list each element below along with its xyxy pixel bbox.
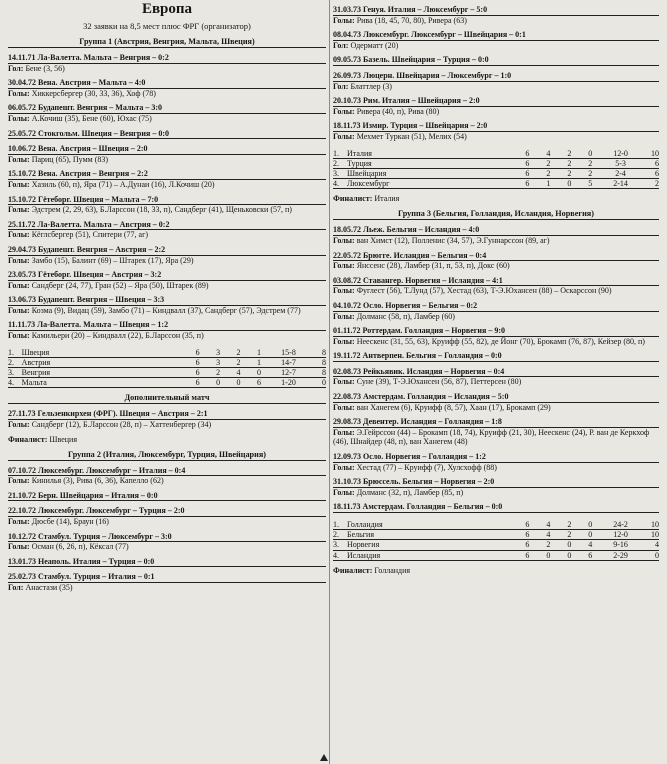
left-column <box>8 0 326 593</box>
standings-team: Бельгия <box>347 530 517 540</box>
standings-w: 1 <box>538 179 559 189</box>
standings-w: 0 <box>208 378 228 388</box>
match-scorers <box>8 542 326 552</box>
match-scorers <box>8 180 326 190</box>
standings-pl: 6 <box>517 540 538 550</box>
scorers-label: Голы: <box>8 476 30 486</box>
standings-pts: 6 <box>640 158 659 168</box>
scorers-label: Голы: <box>333 487 355 497</box>
group-title: Дополнительный матч <box>8 393 326 404</box>
match-scorers <box>8 420 326 430</box>
standings-gd: 12-0 <box>601 530 641 540</box>
standings-d: 4 <box>228 368 248 378</box>
standings-team: Люксембург <box>347 179 517 189</box>
match-header: 22.08.73 Амстердам. Голландия – Исландия – 5:0 <box>333 392 659 403</box>
match-entry <box>333 417 659 447</box>
match-header: 29.04.73 Будапешт. Венгрия – Австрия – 2:2 <box>8 245 326 256</box>
standings-pos: 1. <box>333 520 347 530</box>
match-header: 13.06.73 Будапешт. Венгрия – Швеция – 3:3 <box>8 295 326 306</box>
column-divider <box>329 0 330 764</box>
scorers-label: Голы: <box>333 336 355 346</box>
standings-w: 4 <box>538 520 559 530</box>
match-scorers <box>8 583 326 593</box>
scorers-text: Сандберг (12), Б.Ларссон (28, п) – Хаттенбергер (34) <box>31 420 212 430</box>
match-scorers <box>333 488 659 498</box>
match-scorers <box>333 132 659 142</box>
scorers-text: Янссенс (28), Ламбер (31, п, 53, п), Докс (60) <box>356 261 510 271</box>
scorers-label: Голы: <box>8 88 30 98</box>
standings-team: Венгрия <box>22 368 188 378</box>
match-header: 23.05.73 Гётеборг. Швеция – Австрия – 3:2 <box>8 270 326 281</box>
match-entry <box>333 55 659 66</box>
standings-pl: 6 <box>517 550 538 560</box>
standings-pts: 8 <box>308 357 326 367</box>
scorers-text: Хазиль (60, п), Яра (71) – А.Дунаи (16), Л.Кочиш (20) <box>31 179 215 189</box>
scorers-label: Голы: <box>8 179 30 189</box>
match-header: 21.10.72 Берн. Швейцария – Италия – 0:0 <box>8 491 326 502</box>
match-header: 10.12.72 Стамбул. Турция – Люксембург – 3:0 <box>8 532 326 543</box>
scorers-label: Голы: <box>333 427 355 437</box>
standings-pos: 2. <box>333 530 347 540</box>
standings-row <box>8 348 326 358</box>
match-header: 02.08.73 Рейкьявик. Исландия – Норвегия – 0:4 <box>333 367 659 378</box>
match-header: 10.06.72 Вена. Австрия – Швеция – 2:0 <box>8 144 326 155</box>
finalist-team: Италия <box>374 194 400 204</box>
scorers-text: Э.Гейрссон (44) – Брокамп (18, 74), Круифф (21, 30), Неескенс (24), Р. ван де Керкхоф (46), Шнайдер (48, п), ван Ханегем (48) <box>333 427 650 447</box>
match-scorers <box>8 230 326 240</box>
match-scorers <box>8 476 326 486</box>
scorers-text: ван Ханегем (6), Круифф (8, 57), Хаан (17), Брокамп (29) <box>356 402 551 412</box>
scorers-text: Хиккерсбергер (30, 33, 36), Хоф (78) <box>31 88 156 98</box>
match-scorers <box>333 403 659 413</box>
standings-pl: 6 <box>187 378 207 388</box>
match-scorers <box>333 16 659 26</box>
page-title: Европа <box>141 1 193 17</box>
standings-pos: 2. <box>8 357 22 367</box>
match-entry <box>333 71 659 91</box>
match-header: 27.11.73 Гельзенкирхен (ФРГ). Швеция – Австрия – 2:1 <box>8 409 326 420</box>
standings-team: Швейцария <box>347 168 517 178</box>
scorers-text: Рива (18, 45, 70, 80), Ривера (63) <box>356 15 467 25</box>
match-scorers <box>8 64 326 74</box>
standings-row <box>333 179 659 189</box>
match-header: 13.01.73 Неаполь. Италия – Турция – 0:0 <box>8 557 326 568</box>
scorers-text: Долманс (58, п), Ламбер (60) <box>356 311 455 321</box>
standings-pts: 2 <box>640 179 659 189</box>
standings-l: 4 <box>580 540 601 550</box>
match-scorers <box>8 281 326 291</box>
scorers-text: Осман (6, 26, п), Кёксал (77) <box>31 542 129 552</box>
standings-pos: 1. <box>333 149 347 159</box>
scorers-label: Голы: <box>333 131 355 141</box>
match-header: 19.11.72 Антверпен. Бельгия – Голландия – 0:0 <box>333 351 659 362</box>
scorers-label: Голы: <box>333 261 355 271</box>
match-scorers <box>8 205 326 215</box>
standings-l: 1 <box>249 357 269 367</box>
scorers-label: Гол: <box>333 81 349 91</box>
standings-pos: 3. <box>333 168 347 178</box>
match-header: 06.05.72 Будапешт. Венгрия – Мальта – 3:0 <box>8 103 326 114</box>
scorers-text: Мехмет Туркан (51), Мелих (54) <box>356 131 467 141</box>
scorers-label: Голы: <box>8 517 30 527</box>
standings-gd: 24-2 <box>601 520 641 530</box>
scorers-label: Гол: <box>8 583 24 592</box>
standings-d: 0 <box>559 540 580 550</box>
standings-row <box>333 520 659 530</box>
standings-l: 5 <box>580 179 601 189</box>
match-scorers <box>8 114 326 124</box>
finalist-team: Голландия <box>374 565 411 575</box>
standings-row <box>333 540 659 550</box>
standings-row <box>333 158 659 168</box>
scorers-text: Эдстрем (2, 29, 63), Б.Ларссон (18, 33, п), Сандберг (41), Щеньковски (57, п) <box>31 205 292 215</box>
match-entry <box>333 301 659 321</box>
match-header: 18.05.72 Льеж. Бельгия – Исландия – 4:0 <box>333 225 659 236</box>
match-scorers <box>333 377 659 387</box>
finalist-label: Финалист: <box>333 565 373 575</box>
standings-d: 0 <box>559 550 580 560</box>
standings-pts: 6 <box>640 168 659 178</box>
match-scorers <box>333 107 659 117</box>
group-title: Группа 2 (Италия, Люксембург, Турция, Швейцария) <box>8 450 326 461</box>
standings-table <box>8 348 326 389</box>
standings-pl: 6 <box>517 149 538 159</box>
scorers-label: Голы: <box>8 255 30 265</box>
scorers-label: Голы: <box>8 230 30 240</box>
scorers-label: Голы: <box>333 15 355 25</box>
scorers-label: Голы: <box>333 311 355 321</box>
scorers-label: Голы: <box>8 154 30 164</box>
scorers-text: Камильери (20) – Киндвалл (22), Б.Ларссон (35, п) <box>31 331 204 341</box>
match-header: 03.08.72 Ставангер. Норвегия – Исландия – 4:1 <box>333 276 659 287</box>
scorers-label: Гол: <box>333 40 349 50</box>
match-header: 25.11.72 Ла-Валетта. Мальта – Австрия – 0:2 <box>8 220 326 231</box>
standings-pl: 6 <box>187 368 207 378</box>
scorers-text: Неескенс (31, 55, 63), Круифф (55, 82), де Йонг (70), Брокамп (76, 87), Кейзер (80, п) <box>356 336 645 346</box>
scorers-label: Голы: <box>8 331 30 341</box>
standings-gd: 9-16 <box>601 540 641 550</box>
scorers-text: Суне (39), Т-Э.Юхансен (56, 87), Петтерсен (80) <box>356 377 522 387</box>
match-entry <box>8 220 326 240</box>
standings-w: 0 <box>538 550 559 560</box>
match-entry <box>8 532 326 552</box>
standings-pl: 6 <box>517 158 538 168</box>
finalist-label: Финалист: <box>8 434 48 444</box>
match-entry <box>8 572 326 592</box>
standings-pl: 6 <box>517 179 538 189</box>
standings-l: 0 <box>580 149 601 159</box>
match-header: 09.05.73 Базель. Швейцария – Турция – 0:0 <box>333 55 659 66</box>
standings-gd: 1-20 <box>269 378 308 388</box>
standings-gd: 2-4 <box>601 168 641 178</box>
standings-pts: 0 <box>640 550 659 560</box>
match-entry <box>333 392 659 412</box>
match-scorers <box>8 89 326 99</box>
match-header: 07.10.72 Люксембург. Люксембург – Италия – 0:4 <box>8 466 326 477</box>
standings-l: 2 <box>580 168 601 178</box>
standings-gd: 15-8 <box>269 348 308 358</box>
match-entry <box>8 144 326 164</box>
scorers-text: Козма (9), Видац (59), Замбо (71) – Киндвалл (37), Сандберг (57), Эдстрем (77) <box>31 305 301 315</box>
standings-d: 0 <box>559 179 580 189</box>
right-column <box>333 0 659 576</box>
match-scorers <box>8 256 326 266</box>
scorers-label: Голы: <box>333 106 355 116</box>
scorers-label: Голы: <box>8 205 30 215</box>
standings-team: Мальта <box>22 378 188 388</box>
scorers-label: Гол: <box>8 63 24 73</box>
match-entry <box>333 5 659 25</box>
standings-gd: 12-7 <box>269 368 308 378</box>
standings-pts: 8 <box>308 348 326 358</box>
match-header: 01.11.72 Роттердам. Голландия – Норвегия – 9:0 <box>333 326 659 337</box>
match-header: 15.10.72 Вена. Австрия – Венгрия – 2:2 <box>8 169 326 180</box>
match-header: 15.10.72 Гётеборг. Швеция – Мальта – 7:0 <box>8 195 326 206</box>
match-scorers <box>333 428 659 447</box>
standings-w: 3 <box>208 348 228 358</box>
match-header: 04.10.72 Осло. Норвегия – Бельгия – 0:2 <box>333 301 659 312</box>
match-header: 08.04.73 Люксембург. Люксембург – Швейцария – 0:1 <box>333 30 659 41</box>
standings-gd: 2-14 <box>601 179 641 189</box>
standings-row <box>333 149 659 159</box>
match-header: 25.02.73 Стамбул. Турция – Италия – 0:1 <box>8 572 326 583</box>
standings-table <box>333 520 659 561</box>
standings-d: 2 <box>559 520 580 530</box>
standings-pos: 3. <box>8 368 22 378</box>
match-header: 20.10.73 Рим. Италия – Швейцария – 2:0 <box>333 96 659 107</box>
standings-pts: 10 <box>640 530 659 540</box>
standings-row <box>8 357 326 367</box>
scorers-label: Голы: <box>333 462 355 472</box>
standings-d: 2 <box>559 158 580 168</box>
match-entry <box>8 103 326 123</box>
match-entry <box>8 53 326 73</box>
scorers-label: Голы: <box>333 235 355 245</box>
standings-pts: 8 <box>308 368 326 378</box>
standings-w: 4 <box>538 149 559 159</box>
standings-table <box>333 149 659 190</box>
match-entry <box>8 245 326 265</box>
standings-d: 2 <box>228 348 248 358</box>
match-entry <box>333 351 659 362</box>
standings-pl: 6 <box>517 530 538 540</box>
scorers-label: Голы: <box>8 113 30 123</box>
scorers-text: Ривера (40, п), Рива (80) <box>356 106 440 116</box>
match-header: 12.09.73 Осло. Норвегия – Голландия – 1:2 <box>333 452 659 463</box>
match-header: 25.05.72 Стокгольм. Швеция – Венгрия – 0:0 <box>8 129 326 140</box>
match-scorers <box>333 236 659 246</box>
finalist-team: Швеция <box>49 434 77 444</box>
match-entry <box>8 491 326 502</box>
standings-w: 3 <box>208 357 228 367</box>
standings-row <box>333 530 659 540</box>
match-entry <box>333 502 659 513</box>
match-entry <box>333 276 659 296</box>
right-column-content <box>333 5 659 576</box>
group-finalist <box>333 566 659 576</box>
match-entry <box>8 129 326 140</box>
group-finalist <box>8 435 326 445</box>
standings-pos: 4. <box>333 550 347 560</box>
match-header: 22.05.72 Брюгге. Исландия – Бельгия – 0:4 <box>333 251 659 262</box>
standings-pl: 6 <box>187 357 207 367</box>
standings-team: Швеция <box>22 348 188 358</box>
standings-l: 0 <box>580 520 601 530</box>
standings-pl: 6 <box>517 168 538 178</box>
match-entry <box>8 270 326 290</box>
match-entry <box>8 557 326 568</box>
match-scorers <box>8 331 326 341</box>
standings-pos: 4. <box>333 179 347 189</box>
standings-pl: 6 <box>517 520 538 530</box>
standings-w: 2 <box>538 540 559 550</box>
page-subtitle: 32 заявки на 8,5 мест плюс ФРГ (организатор) <box>83 21 251 31</box>
match-header: 22.10.72 Люксембург. Люксембург – Турция – 2:0 <box>8 506 326 517</box>
match-entry <box>8 78 326 98</box>
scorers-text: Фуглест (56), Т.Лунд (57), Хестад (63), Т-Э.Юхансен (88) – Оскарссон (90) <box>356 286 612 296</box>
left-column-content <box>8 37 326 593</box>
scorers-label: Голы: <box>8 305 30 315</box>
match-scorers <box>333 286 659 296</box>
standings-pts: 0 <box>308 378 326 388</box>
match-scorers <box>333 41 659 51</box>
standings-d: 2 <box>559 149 580 159</box>
scorers-text: Блаттлер (3) <box>350 81 392 91</box>
standings-gd: 14-7 <box>269 357 308 367</box>
standings-row <box>8 378 326 388</box>
scorers-text: Долманс (32, п), Ламбер (85, п) <box>356 487 464 497</box>
group-title: Группа 1 (Австрия, Венгрия, Мальта, Швеция) <box>8 37 326 48</box>
scorers-label: Голы: <box>8 542 30 552</box>
match-entry <box>8 409 326 429</box>
match-header: 31.10.73 Брюссель. Бельгия – Норвегия – 2:0 <box>333 477 659 488</box>
match-scorers <box>8 517 326 527</box>
match-entry <box>8 169 326 189</box>
match-header: 11.11.73 Ла-Валетта. Мальта – Швеция – 1:2 <box>8 320 326 331</box>
standings-team: Исландия <box>347 550 517 560</box>
match-entry <box>333 96 659 116</box>
standings-pos: 1. <box>8 348 22 358</box>
scorers-label: Голы: <box>333 377 355 387</box>
scorers-label: Голы: <box>333 286 355 296</box>
scorers-text: Сандберг (24, 77), Гран (52) – Яра (50), Штарек (89) <box>31 280 209 290</box>
scorers-text: Хестад (77) – Круифф (7), Хулсхофф (88) <box>356 462 497 472</box>
match-entry <box>333 452 659 472</box>
scorers-label: Голы: <box>8 280 30 290</box>
match-header: 18.11.73 Измир. Турция – Швейцария – 2:0 <box>333 121 659 132</box>
scorers-text: Дюсбе (14), Браун (16) <box>31 517 109 527</box>
standings-pts: 10 <box>640 149 659 159</box>
match-header: 29.08.73 Девентер. Исландия – Голландия – 1:8 <box>333 417 659 428</box>
match-entry <box>333 251 659 271</box>
standings-row <box>333 168 659 178</box>
scorers-text: Анастази (35) <box>25 583 73 592</box>
scorers-text: Бене (3, 56) <box>25 63 65 73</box>
scorers-label: Голы: <box>333 402 355 412</box>
standings-w: 2 <box>538 168 559 178</box>
match-entry <box>333 121 659 141</box>
standings-d: 2 <box>228 357 248 367</box>
scorers-text: Кёглсбергер (51), Спитери (77, аг) <box>31 230 149 240</box>
match-scorers <box>333 463 659 473</box>
match-scorers <box>333 337 659 347</box>
match-entry <box>333 225 659 245</box>
standings-team: Турция <box>347 158 517 168</box>
standings-l: 6 <box>580 550 601 560</box>
standings-d: 2 <box>559 168 580 178</box>
standings-pos: 4. <box>8 378 22 388</box>
match-entry <box>8 506 326 526</box>
scorers-label: Голы: <box>8 420 30 430</box>
group-finalist <box>333 194 659 204</box>
scorers-text: А.Кочиш (35), Бене (60), Юхас (75) <box>31 113 152 123</box>
match-scorers <box>333 312 659 322</box>
standings-row <box>333 550 659 560</box>
finalist-label: Финалист: <box>333 194 373 204</box>
standings-l: 0 <box>249 368 269 378</box>
scorers-text: Замбо (15), Балинт (69) – Штарек (17), Яра (29) <box>31 255 194 265</box>
match-scorers <box>333 261 659 271</box>
match-entry <box>8 295 326 315</box>
match-scorers <box>8 306 326 316</box>
match-entry <box>8 195 326 215</box>
standings-d: 0 <box>228 378 248 388</box>
match-header: 30.04.72 Вена. Австрия – Мальта – 4:0 <box>8 78 326 89</box>
match-scorers <box>333 82 659 92</box>
standings-team: Голландия <box>347 520 517 530</box>
match-header: 14.11.71 Ла-Валетта. Мальта – Венгрия – 0:2 <box>8 53 326 64</box>
standings-pts: 10 <box>640 520 659 530</box>
standings-l: 0 <box>580 530 601 540</box>
match-entry <box>8 320 326 340</box>
standings-pl: 6 <box>187 348 207 358</box>
match-entry <box>8 466 326 486</box>
standings-l: 2 <box>580 158 601 168</box>
match-header: 31.03.73 Генуя. Италия – Люксембург – 5:0 <box>333 5 659 16</box>
standings-w: 4 <box>538 530 559 540</box>
standings-w: 2 <box>538 158 559 168</box>
page-turn-arrow-icon <box>320 754 328 761</box>
standings-d: 2 <box>559 530 580 540</box>
match-header: 26.09.73 Люцерн. Швейцария – Люксембург – 1:0 <box>333 71 659 82</box>
scorers-text: Кинилья (3), Рива (6, 36), Капелло (62) <box>31 476 164 486</box>
group-title: Группа 3 (Бельгия, Голландия, Исландия, Норвегия) <box>333 209 659 220</box>
match-header: 18.11.73 Амстердам. Голландия – Бельгия – 0:0 <box>333 502 659 513</box>
match-scorers <box>8 155 326 165</box>
match-entry <box>333 367 659 387</box>
standings-gd: 2-29 <box>601 550 641 560</box>
standings-gd: 5-3 <box>601 158 641 168</box>
scorers-text: ван Химст (12), Полленис (34, 57), Э.Гуннарссон (89, аг) <box>356 235 550 245</box>
standings-l: 6 <box>249 378 269 388</box>
standings-pos: 2. <box>333 158 347 168</box>
standings-w: 2 <box>208 368 228 378</box>
standings-gd: 12-0 <box>601 149 641 159</box>
match-entry <box>333 477 659 497</box>
standings-row <box>8 368 326 378</box>
scorers-text: Одерматт (20) <box>350 40 399 50</box>
standings-team: Норвегия <box>347 540 517 550</box>
standings-team: Италия <box>347 149 517 159</box>
standings-team: Австрия <box>22 357 188 367</box>
match-entry <box>333 326 659 346</box>
match-entry <box>333 30 659 50</box>
standings-pts: 4 <box>640 540 659 550</box>
standings-pos: 3. <box>333 540 347 550</box>
scorers-text: Париц (65), Пумм (83) <box>31 154 109 164</box>
standings-l: 1 <box>249 348 269 358</box>
